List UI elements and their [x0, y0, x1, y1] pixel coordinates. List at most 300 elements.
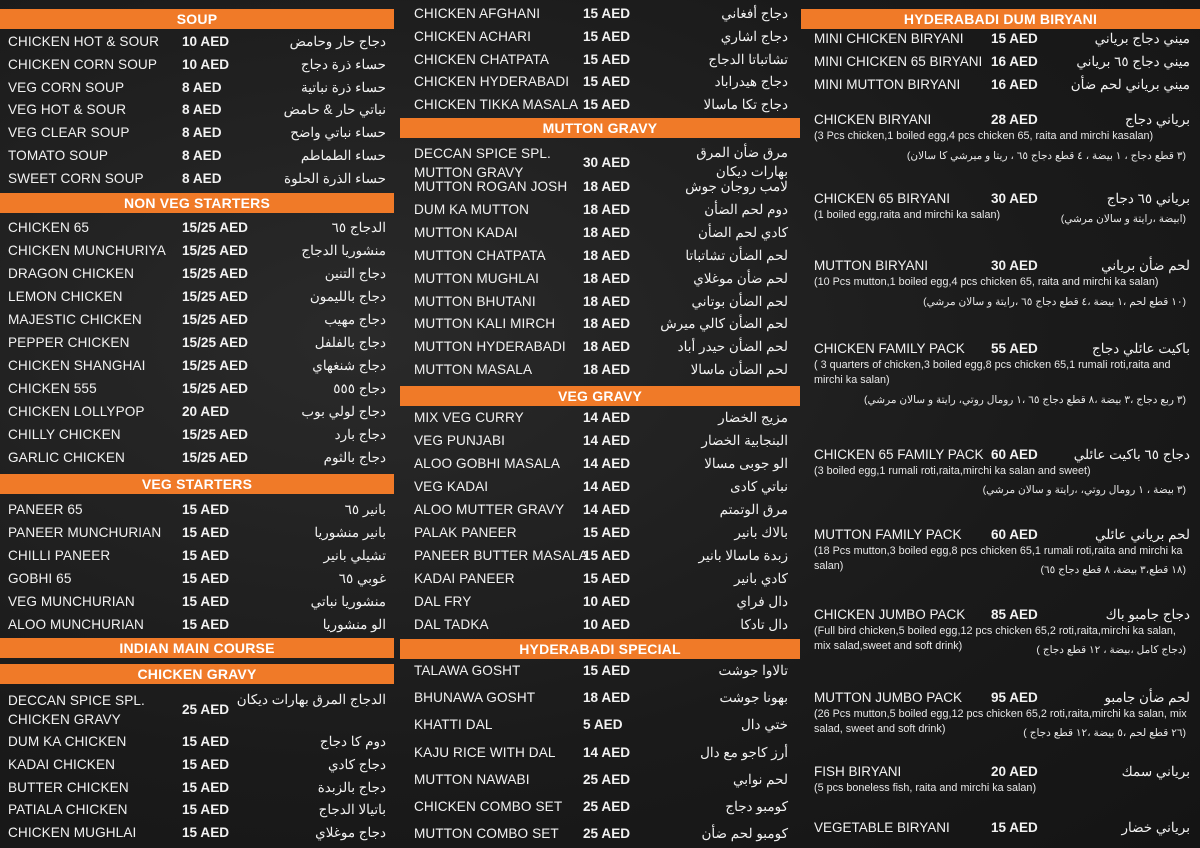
item-name: FISH BIRYANI	[814, 764, 902, 779]
item-price: 14 AED	[583, 479, 631, 494]
menu-item	[0, 592, 394, 612]
item-description-arabic: (٣ ربع دجاج ،٣ بيضة ،٨ قطع دجاج ٦٥ ،١ رومال روتي، رايتة و سالان مرشي)	[864, 394, 1186, 406]
item-price: 8 AED	[182, 125, 222, 141]
item-name: CHICKEN BIRYANI	[814, 112, 932, 127]
item-name: SWEET CORN SOUP	[8, 170, 144, 186]
item-name-arabic: لحم الضأن ماسالا	[690, 362, 788, 378]
item-price: 14 AED	[583, 456, 631, 471]
item-price: 15 AED	[182, 617, 230, 632]
item-price: 8 AED	[182, 79, 222, 95]
item-name: CHICKEN 65 FAMILY PACK	[814, 447, 984, 462]
item-name-arabic: دال تادكا	[740, 617, 788, 632]
item-name-arabic: لحم ضأن موغلاي	[693, 270, 788, 286]
item-name: VEGETABLE BIRYANI	[814, 820, 950, 835]
item-price: 15/25 AED	[182, 289, 248, 304]
menu-item	[0, 333, 394, 353]
section-header-chicken-gravy: CHICKEN GRAVY	[0, 664, 394, 684]
item-name-arabic: ميني دجاج ٦٥ برياني	[1076, 54, 1190, 69]
item-name: CHICKEN MUGHLAI	[8, 825, 137, 841]
item-name-arabic: لامب روجان جوش	[685, 179, 788, 194]
menu-item	[400, 743, 800, 763]
section-header-non-veg-starters: NON VEG STARTERS	[0, 193, 394, 213]
item-name: DRAGON CHICKEN	[8, 266, 135, 281]
item-name-arabic: الدجاج ٦٥	[331, 220, 386, 235]
item-name: MUTTON JUMBO PACK	[814, 690, 963, 705]
item-name: CHICKEN CHATPATA	[414, 51, 550, 67]
item-name-arabic: الدجاج المرق بهارات ديكان	[236, 692, 386, 707]
item-price: 18 AED	[583, 293, 631, 309]
item-name: MUTTON MASALA	[414, 362, 533, 378]
section-header-mutton-gravy: MUTTON GRAVY	[400, 118, 800, 138]
item-name-arabic: لحم برياني عائلي	[1094, 527, 1190, 542]
menu-item	[0, 123, 394, 143]
item-name-arabic: دوم لحم الضأن	[704, 201, 788, 217]
item-name: LEMON CHICKEN	[8, 289, 123, 304]
section-header-hyderabadi-dum-biryani: HYDERABADI DUM BIRYANI	[801, 9, 1200, 29]
item-name: CHICKEN HOT & SOUR	[8, 34, 160, 49]
item-name: MUTTON BHUTANI	[414, 293, 536, 309]
menu-item	[0, 100, 394, 120]
item-price: 15 AED	[182, 571, 230, 586]
item-price: 25 AED	[182, 702, 230, 717]
item-description-arabic: (ابيضة ،رايتة و سالان مرشي)	[1060, 213, 1186, 225]
section-header-veg-starters: VEG STARTERS	[0, 474, 394, 494]
item-name-arabic: تشاتباتا الدجاج	[708, 51, 788, 67]
item-name: MUTTON HYDERABADI	[414, 339, 566, 355]
item-name-arabic: بانير منشوريا	[314, 525, 386, 540]
item-name-arabic: دجاج بالزبدة	[317, 779, 386, 795]
item-description: (Full bird chicken,5 boiled egg,12 pcs chicken 65,2 roti,raita,mirchi ka salan, mix salad,sweet and soft drink)	[814, 625, 1176, 652]
section-header-soup: SOUP	[0, 9, 394, 29]
item-name-arabic: منشوريا نباتي	[310, 594, 386, 609]
item-name: CHICKEN COMBO SET	[414, 799, 563, 814]
menu-item	[400, 360, 800, 380]
item-price: 15/25 AED	[182, 335, 248, 350]
item-name-arabic: دجاج لولي بوب	[301, 404, 386, 419]
item-name: CHICKEN SHANGHAI	[8, 358, 146, 373]
item-name-arabic: دجاج جامبو باك	[1105, 607, 1190, 622]
item-name-arabic: حساء الذرة الحلوة	[284, 170, 386, 186]
item-price: 25 AED	[583, 799, 631, 814]
menu-item	[400, 292, 800, 312]
item-price: 95 AED	[991, 690, 1038, 705]
item-price: 14 AED	[583, 502, 631, 517]
item-name: MINI CHICKEN 65 BIRYANI	[814, 54, 983, 69]
item-name-arabic: أرز كاجو مع دال	[700, 744, 788, 760]
item-name: CHICKEN LOLLYPOP	[8, 404, 145, 419]
item-price: 10 AED	[182, 34, 230, 49]
item-description: (26 Pcs mutton,5 boiled egg,12 pcs chicken 65,2 roti,raita,mirchi ka salan, mix salad, sweet and soft drink)	[814, 708, 1187, 735]
item-price: 15 AED	[182, 825, 230, 841]
menu-item	[0, 569, 394, 589]
item-name-arabic: بهونا جوشت	[719, 690, 788, 706]
menu-item	[400, 200, 800, 220]
item-name: VEG MUNCHURIAN	[8, 594, 135, 609]
item-price: 20 AED	[991, 764, 1038, 779]
item-name-arabic: دجاج شنغهاي	[312, 358, 386, 373]
item-name: MUTTON BIRYANI	[814, 258, 929, 273]
item-price: 15 AED	[583, 663, 631, 678]
menu-item	[0, 241, 394, 261]
item-name: CHICKEN MUNCHURIYA	[8, 243, 166, 258]
item-name: MUTTON ROGAN JOSH	[414, 179, 568, 194]
item-price: 15 AED	[991, 820, 1038, 835]
item-name: MINI CHICKEN BIRYANI	[814, 31, 964, 46]
item-name-arabic: دجاج ٥٥٥	[333, 381, 386, 396]
item-price: 15 AED	[182, 779, 230, 795]
item-price: 15 AED	[583, 74, 631, 90]
item-name: MUTTON COMBO SET	[414, 826, 559, 842]
menu-item	[0, 146, 394, 166]
item-name: PANEER BUTTER MASALA	[414, 548, 588, 563]
item-name-arabic: باكيت عائلي دجاج	[1092, 341, 1190, 356]
item-name-arabic: دجاج تكا ماسالا	[703, 97, 788, 113]
item-name-arabic: برياني سمك	[1121, 764, 1190, 779]
item-price: 18 AED	[583, 201, 631, 217]
menu-item	[0, 310, 394, 330]
menu-item	[0, 690, 394, 730]
item-name: KADAI PANEER	[414, 571, 515, 586]
item-price: 30 AED	[991, 191, 1038, 206]
menu-item	[400, 454, 800, 474]
item-name: MUTTON MUGHLAI	[414, 270, 540, 286]
item-name: CHICKEN ACHARI	[414, 28, 531, 44]
item-price: 18 AED	[583, 690, 631, 706]
item-name-arabic: مرق الوتمتم	[719, 502, 788, 517]
item-name-arabic: البنجابية الخضار	[701, 433, 788, 448]
item-name: BUTTER CHICKEN	[8, 779, 129, 795]
item-name-arabic: برياني خضار	[1121, 820, 1190, 835]
item-price: 15/25 AED	[182, 266, 248, 281]
item-name-arabic: دال فراي	[736, 594, 788, 609]
menu-item	[400, 615, 800, 635]
item-price: 15/25 AED	[182, 450, 248, 465]
item-name-arabic: الو جوبى مسالا	[704, 456, 788, 471]
menu-item	[0, 32, 394, 52]
item-name-arabic: بالاك بانير	[734, 525, 788, 540]
item-name-arabic: تشيلي بانير	[323, 548, 386, 563]
item-name: ALOO MUTTER GRAVY	[414, 502, 565, 517]
item-price: 15 AED	[182, 594, 230, 609]
item-description-arabic: (٣ بيضة ، ١ رومال روتي، ،رايتة و سالان مرشي)	[982, 484, 1186, 496]
item-name: CHICKEN CORN SOUP	[8, 56, 157, 72]
item-name: DECCAN SPICE SPL. CHICKEN GRAVY	[8, 693, 145, 727]
item-description: (18 Pcs mutton,3 boiled egg,8 pcs chicken 65,1 rumali roti,raita and mirchi ka salan)	[814, 545, 1183, 572]
menu-item	[400, 661, 800, 681]
item-name-arabic: برياني دجاج	[1124, 112, 1190, 127]
section-header-hyderabadi-special: HYDERABADI SPECIAL	[400, 639, 800, 659]
menu-item	[0, 169, 394, 189]
item-name: CHICKEN FAMILY PACK	[814, 341, 965, 356]
menu-item	[0, 755, 394, 775]
item-price: 15 AED	[583, 6, 631, 21]
item-price: 18 AED	[583, 362, 631, 378]
item-name-arabic: دجاج بارد	[334, 427, 386, 442]
menu-item	[0, 778, 394, 798]
item-price: 18 AED	[583, 179, 631, 194]
item-name: MUTTON FAMILY PACK	[814, 527, 962, 542]
item-name: BHUNAWA GOSHT	[414, 690, 536, 706]
item-price: 30 AED	[583, 155, 631, 170]
item-price: 15 AED	[182, 734, 230, 749]
item-name: CHICKEN AFGHANI	[414, 6, 541, 21]
item-price: 8 AED	[182, 170, 222, 186]
item-name: DAL TADKA	[414, 617, 489, 632]
menu-item	[400, 824, 800, 844]
item-price: 10 AED	[583, 617, 631, 632]
item-description-arabic: (١٠ قطع لحم ،١ بيضة ،٤ قطع دجاج ٦٥ ،رايتة و سالان مرشي)	[923, 296, 1186, 308]
menu-item	[0, 287, 394, 307]
item-description: (10 Pcs mutton,1 boiled egg,4 pcs chicken 65, raita and mirchi ka salan)	[814, 276, 1159, 288]
item-name-arabic: باتيالا الدجاج	[318, 802, 386, 818]
item-name-arabic: ميني برياني لحم ضأن	[1070, 77, 1190, 92]
item-price: 10 AED	[583, 594, 631, 609]
item-name: TOMATO SOUP	[8, 148, 109, 163]
item-name: CHICKEN 65	[8, 220, 90, 235]
item-name: CHICKEN 65 BIRYANI	[814, 191, 951, 206]
item-name-arabic: ختي دال	[741, 717, 788, 733]
item-price: 15/25 AED	[182, 220, 248, 235]
menu-item	[0, 402, 394, 422]
item-price: 15 AED	[583, 51, 631, 67]
item-name-arabic: دجاج هيدراباد	[714, 74, 788, 90]
item-price: 18 AED	[583, 247, 631, 263]
item-price: 28 AED	[991, 112, 1038, 127]
menu-item	[400, 314, 800, 334]
item-name: CHICKEN JUMBO PACK	[814, 607, 966, 622]
menu-item	[400, 688, 800, 708]
item-name: DECCAN SPICE SPL. MUTTON GRAVY	[414, 146, 551, 180]
item-name-arabic: كومبو لحم ضأن	[701, 826, 788, 842]
item-name-arabic: حساء الطماطم	[300, 148, 386, 163]
item-name: GOBHI 65	[8, 571, 72, 586]
item-description: (5 pcs boneless fish, raita and mirchi ka salan)	[814, 782, 1037, 794]
item-name: CHILLI PANEER	[8, 548, 111, 563]
menu-item	[400, 715, 800, 735]
item-name-arabic: دجاج كادي	[327, 756, 386, 772]
item-description: (1 boiled egg,raita and mirchi ka salan)	[814, 209, 1001, 221]
item-description: (3 boiled egg,1 rumali roti,raita,mirchi ka salan and sweet)	[814, 465, 1091, 477]
item-name-arabic: برياني ٦٥ دجاج	[1106, 191, 1190, 206]
item-name-arabic: زبدة ماسالا بانير	[698, 548, 788, 563]
item-price: 15 AED	[182, 548, 230, 563]
item-price: 18 AED	[583, 224, 631, 240]
menu-item	[400, 592, 800, 612]
item-name-arabic: دوم كا دجاج	[319, 734, 386, 749]
menu-item	[400, 4, 800, 24]
item-price: 15/25 AED	[182, 312, 248, 327]
item-name-arabic: دجاج مهيب	[324, 312, 386, 327]
menu-item	[400, 546, 800, 566]
item-name: MUTTON KALI MIRCH	[414, 316, 556, 332]
item-price: 18 AED	[583, 316, 631, 332]
item-name-arabic: نباتي حار & حامض	[283, 102, 386, 118]
item-name-arabic: حساء ذرة دجاج	[300, 56, 386, 72]
item-description-arabic: (دجاج كامل ،بيضة ، ١٢ قطع دجاج )	[1036, 644, 1186, 656]
item-price: 30 AED	[991, 258, 1038, 273]
item-price: 15 AED	[182, 525, 230, 540]
item-price: 15 AED	[583, 571, 631, 586]
item-price: 10 AED	[182, 56, 230, 72]
item-price: 20 AED	[182, 404, 230, 419]
item-name-arabic: كومبو دجاج	[725, 799, 788, 814]
item-price: 15 AED	[583, 97, 631, 113]
item-name: VEG HOT & SOUR	[8, 102, 127, 118]
menu-item	[0, 379, 394, 399]
item-name: PEPPER CHICKEN	[8, 335, 130, 350]
item-price: 25 AED	[583, 771, 631, 787]
menu-item	[400, 246, 800, 266]
item-price: 25 AED	[583, 826, 631, 842]
menu-item	[0, 448, 394, 468]
item-name: MUTTON CHATPATA	[414, 247, 546, 263]
item-name-arabic: دجاج بالليمون	[309, 289, 386, 304]
item-name-arabic: لحم الضأن كالي ميرش	[660, 316, 788, 332]
menu-item	[400, 337, 800, 357]
item-price: 55 AED	[991, 341, 1038, 356]
item-name: VEG CORN SOUP	[8, 79, 125, 95]
item-name-arabic: حساء ذرة نباتية	[301, 79, 386, 95]
item-price: 60 AED	[991, 527, 1038, 542]
item-price: 8 AED	[182, 148, 222, 163]
item-name: CHICKEN TIKKA MASALA	[414, 97, 579, 113]
item-name-arabic: مرق ضأن المرق بهارات ديكان	[696, 145, 788, 179]
item-price: 8 AED	[182, 102, 222, 118]
item-name: ALOO GOBHI MASALA	[414, 456, 560, 471]
item-name: MAJESTIC CHICKEN	[8, 312, 142, 327]
item-name-arabic: لحم الضأن حيدر أباد	[677, 339, 788, 355]
item-name: VEG KADAI	[414, 479, 489, 494]
item-name: DUM KA MUTTON	[414, 201, 530, 217]
item-name-arabic: دجاج اشاري	[720, 28, 788, 44]
item-name: PALAK PANEER	[414, 525, 517, 540]
item-price: 14 AED	[583, 410, 631, 425]
menu-item	[0, 78, 394, 98]
menu-item	[0, 500, 394, 520]
item-name: KAJU RICE WITH DAL	[414, 744, 556, 760]
menu-item	[400, 477, 800, 497]
item-description-arabic: (١٨ قطع،٣ بيضة، ٨ قطع دجاج ٦٥)	[1040, 564, 1186, 576]
item-name: PATIALA CHICKEN	[8, 802, 128, 818]
menu-item	[0, 732, 394, 752]
item-name-arabic: ميني دجاج برياني	[1094, 31, 1190, 46]
item-name-arabic: لحم ضأن جامبو	[1104, 690, 1190, 705]
item-name-arabic: لحم نوابي	[732, 771, 788, 787]
item-name-arabic: دجاج أفغاني	[721, 6, 788, 21]
menu-item	[0, 800, 394, 820]
section-header-indian-main-course: INDIAN MAIN COURSE	[0, 638, 394, 658]
item-name: KHATTI DAL	[414, 717, 493, 733]
item-name-arabic: دجاج حار وحامض	[289, 34, 386, 49]
item-price: 14 AED	[583, 433, 631, 448]
menu-item	[400, 177, 800, 197]
item-name-arabic: دجاج التنين	[324, 266, 386, 281]
item-name-arabic: الو منشوريا	[322, 617, 386, 632]
item-price: 18 AED	[583, 339, 631, 355]
item-name-arabic: منشوريا الدجاج	[301, 243, 386, 258]
item-price: 16 AED	[991, 77, 1038, 92]
item-price: 16 AED	[991, 54, 1038, 69]
menu-item	[0, 55, 394, 75]
item-description-arabic: (٣ قطع دجاج ، ١ بيضة ، ٤ قطع دجاج ٦٥ ، ريتا و ميرشي كا سالان)	[906, 150, 1186, 162]
menu-item	[400, 431, 800, 451]
item-name: PANEER MUNCHURIAN	[8, 525, 162, 540]
item-name-arabic: تالاوا جوشت	[718, 663, 788, 678]
item-name: GARLIC CHICKEN	[8, 450, 125, 465]
menu-item	[400, 27, 800, 47]
item-price: 15/25 AED	[182, 427, 248, 442]
menu-item	[400, 50, 800, 70]
item-description-arabic: (٢٦ قطع لحم ،٥ بيضة ،١٢ قطع دجاج )	[1023, 727, 1186, 739]
item-price: 15/25 AED	[182, 381, 248, 396]
item-price: 15/25 AED	[182, 243, 248, 258]
item-name: PANEER 65	[8, 502, 83, 517]
menu-item	[0, 615, 394, 635]
item-price: 15 AED	[583, 525, 631, 540]
item-price: 15 AED	[182, 756, 230, 772]
item-name: KADAI CHICKEN	[8, 756, 116, 772]
item-name-arabic: لحم الضأن بوتاني	[691, 293, 788, 309]
item-name-arabic: دجاج بالفلفل	[314, 335, 386, 350]
menu-item	[400, 95, 800, 115]
item-name: MUTTON KADAI	[414, 224, 518, 240]
item-price: 60 AED	[991, 447, 1038, 462]
menu-item	[0, 218, 394, 238]
item-name: MIX VEG CURRY	[414, 410, 524, 425]
item-price: 15 AED	[583, 28, 631, 44]
item-name-arabic: كادي بانير	[733, 571, 788, 586]
menu-item	[0, 823, 394, 843]
item-name: DAL FRY	[414, 594, 472, 609]
menu-item	[400, 770, 800, 790]
menu-item	[0, 356, 394, 376]
item-price: 15 AED	[182, 502, 230, 517]
item-name: CHILLY CHICKEN	[8, 427, 121, 442]
item-name: MUTTON NAWABI	[414, 771, 530, 787]
item-name: ALOO MUNCHURIAN	[8, 617, 144, 632]
menu-item	[0, 523, 394, 543]
item-name-arabic: كادي لحم الضأن	[697, 224, 788, 240]
item-name-arabic: مزيج الخضار	[718, 410, 788, 425]
menu-item	[400, 72, 800, 92]
item-price: 18 AED	[583, 270, 631, 286]
item-name: DUM KA CHICKEN	[8, 734, 127, 749]
item-name-arabic: دجاج بالثوم	[323, 450, 386, 465]
item-name-arabic: دجاج ٦٥ باكيت عائلي	[1073, 447, 1190, 462]
item-name-arabic: دجاج موغلاي	[315, 825, 386, 841]
item-price: 5 AED	[583, 717, 623, 733]
item-name-arabic: بانير ٦٥	[344, 502, 386, 517]
item-description: (3 Pcs chicken,1 boiled egg,4 pcs chicken 65, raita and mirchi kasalan)	[814, 130, 1154, 142]
item-price: 15 AED	[182, 802, 230, 818]
item-price: 15/25 AED	[182, 358, 248, 373]
menu-item	[0, 264, 394, 284]
item-name: MINI MUTTON BIRYANI	[814, 77, 961, 92]
item-name: CHICKEN 555	[8, 381, 97, 396]
item-name-arabic: حساء نباتي واضح	[290, 125, 386, 141]
item-name: CHICKEN HYDERABADI	[414, 74, 570, 90]
item-price: 15 AED	[583, 548, 631, 563]
item-price: 15 AED	[991, 31, 1038, 46]
menu-item	[0, 546, 394, 566]
menu-item	[400, 269, 800, 289]
item-price: 14 AED	[583, 744, 631, 760]
menu-item	[400, 569, 800, 589]
item-name: VEG PUNJABI	[414, 433, 505, 448]
item-name-arabic: نباتي كادى	[730, 479, 788, 494]
section-header-veg-gravy: VEG GRAVY	[400, 386, 800, 406]
menu-item	[0, 425, 394, 445]
